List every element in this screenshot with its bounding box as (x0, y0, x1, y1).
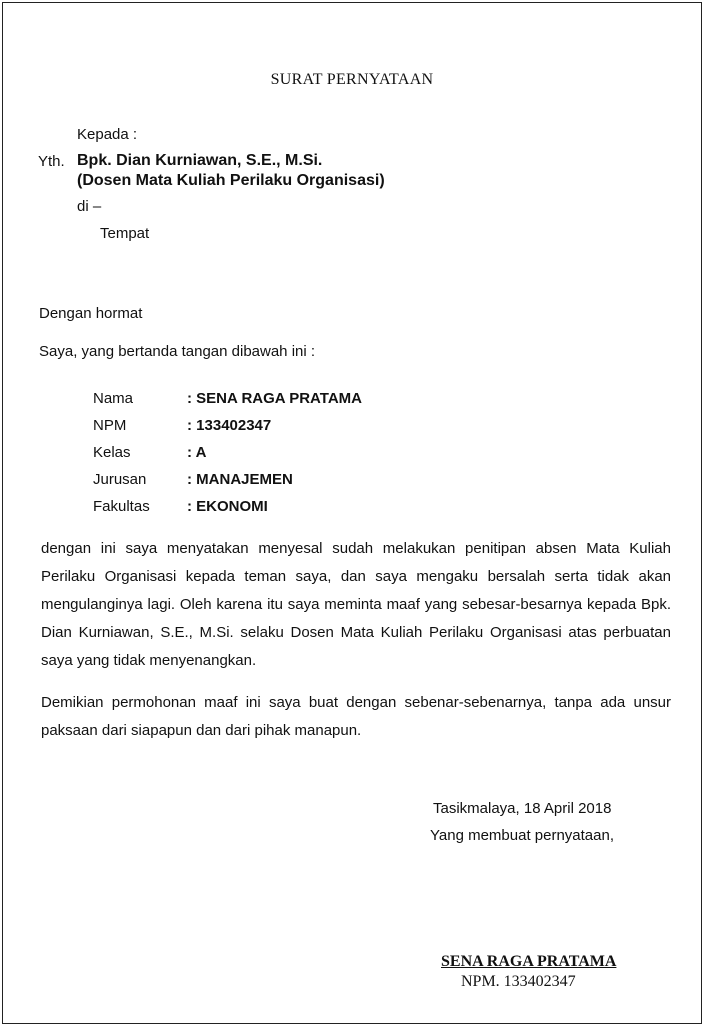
to-label: Kepada : (77, 126, 138, 143)
field-label: Jurusan (93, 471, 147, 488)
field-value: : SENA RAGA PRATAMA (187, 390, 362, 407)
field-label: NPM (93, 417, 127, 434)
maker-label: Yang membuat pernyataan, (430, 827, 615, 844)
field-label: Fakultas (93, 498, 150, 515)
body-paragraph-1: dengan ini saya menyatakan menyesal sudah melakukan penitipan absen Mata Kuliah Perilaku Organisasi kepada teman saya, dan saya mengaku bersalah serta tidak akan mengulanginya lagi. Oleh karena itu saya meminta maaf yang sebesar-besarnya kepada Bpk. Dian Kurniawan, S.E., M.Si. selaku Dosen Mata Kuliah Perilaku Organisasi atas perbuatan saya yang tidak menyenangkan. (41, 540, 671, 669)
signer-npm: NPM. 133402347 (461, 973, 576, 990)
greeting: Dengan hormat (39, 305, 143, 322)
tempat-label: Tempat (100, 225, 150, 242)
di-label: di – (77, 198, 102, 215)
field-row-nama (93, 385, 362, 412)
field-value: : EKONOMI (187, 498, 268, 515)
field-value: : A (187, 444, 207, 461)
yth-label: Yth. (38, 153, 65, 170)
field-row-fakultas (93, 493, 362, 520)
field-value: : 133402347 (187, 417, 272, 434)
signer-name: SENA RAGA PRATAMA (441, 953, 617, 970)
field-label: Kelas (93, 444, 131, 461)
intro-text: Saya, yang bertanda tangan dibawah ini : (39, 343, 316, 360)
field-row-npm (93, 412, 362, 439)
field-row-kelas (93, 439, 362, 466)
recipient-name: Bpk. Dian Kurniawan, S.E., M.Si. (77, 152, 323, 169)
body-paragraph-2: Demikian permohonan maaf ini saya buat dengan sebenar-sebenarnya, tanpa ada unsur paksaan dari siapapun dan dari pihak manapun. (41, 694, 671, 739)
letter-page (2, 2, 702, 1024)
place-date: Tasikmalaya, 18 April 2018 (433, 800, 612, 817)
identity-table (93, 385, 362, 520)
field-label: Nama (93, 390, 134, 407)
recipient-role: (Dosen Mata Kuliah Perilaku Organisasi) (77, 172, 385, 189)
letter-title: SURAT PERNYATAAN (270, 71, 434, 88)
field-row-jurusan (93, 466, 362, 493)
field-value: : MANAJEMEN (187, 471, 293, 488)
